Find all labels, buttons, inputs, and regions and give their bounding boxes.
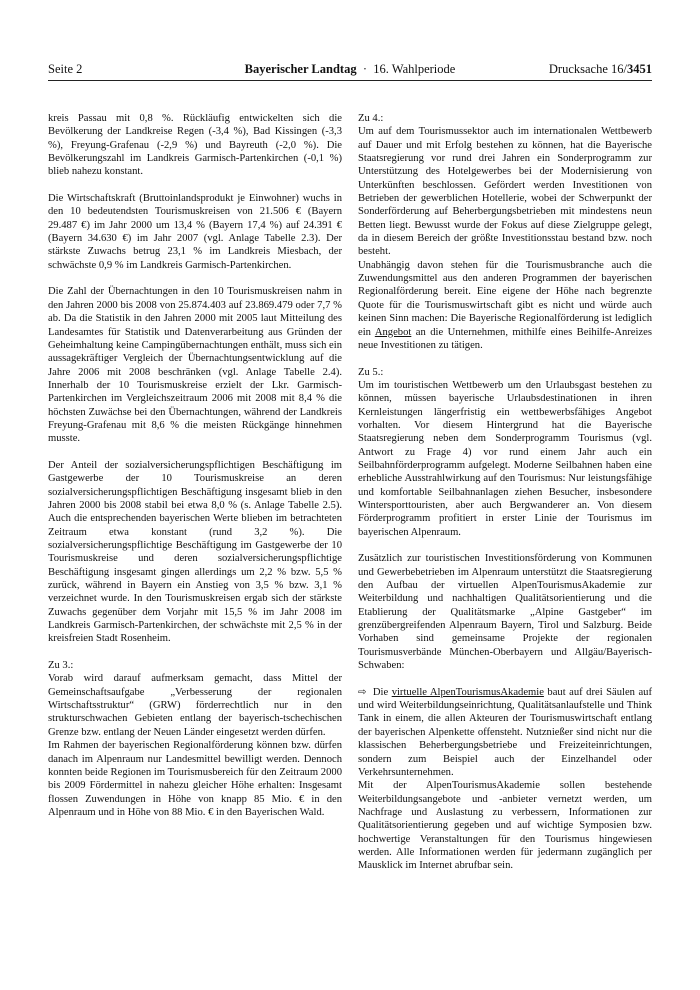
document-number [549,62,652,77]
doc-number-value: 3451 [627,62,652,76]
arrow-right-icon: ⇨ [358,686,367,698]
page-number: Seite 2 [48,62,83,76]
institution-name: Bayerischer Landtag [244,62,357,76]
answer-heading-4: Zu 4.: [358,113,384,124]
paragraph-overnight-stays: Die Zahl der Übernachtungen in den 10 Tourismuskreisen nahm in den Jahren 2000 bis 2008 von 25.874.403 auf 23.869.479 oder 7,7 % ab. Da die Statistik in den Jahren 2000 mit 2005 laut Mitteilung des Landesamtes für Statistik und Datenverarbeitung aus Gründen der Geheimhaltung keine Campingübernachtungen enthält, muss sich ein aussagekräftiger Vergleich der Übernachtungsentwicklung auf die Jahre 2006 mit 2008 beschränken (vgl. Anlage Tabelle 2.4). Innerhalb der 10 Tourismuskreise erzielt der Lkr. Garmisch-Partenkirchen im Vergleichszeitraum 2006 mit 2008 mit 8,4 % die höchsten Zuwächse bei den Übernachtungen, während der Landkreis Freyung-Grafenau mit 8,6 % die meisten Rückgänge hinnehmen musste. [48,286,342,445]
paragraph-regional-offer: Unabhängig davon stehen für die Tourismusbranche auch die Zuwendungsmittel aus den anderen Programmen der bayerischen Regionalförderung bereit. Eine eigene der Höhe nach begrenzte Quote für die Tourismuswirtschaft gibt es nicht und würde auch keinen Sinn machen: Die Bayerische Regionalförderung ist lediglich ein Angebot an die Unternehmen, mithilfe eines Beihilfe-Anreizes neue Investitionen zu tätigen. [358,259,652,351]
header-separator: · [362,62,367,76]
paragraph-grw-funds: Vorab wird darauf aufmerksam gemacht, dass Mittel der Gemeinschaftsaufgabe „Verbesserung der regionalen Wirtschaftsstruktur“ (GRW) förderrechtlich nur in den strukturschwachen Gebieten entlang der bayerisch-tschechischen Grenze bzw. entlang der Neuen Länder eingesetzt werden dürfen. [48,673,342,738]
answer-heading-5: Zu 5.: [358,366,384,378]
doc-number-prefix: Drucksache 16/ [548,62,627,76]
paragraph-cable-car-program: Um im touristischen Wettbewerb um den Urlaubsgast bestehen zu können, müssen bayerische Urlaubsdestinationen in ihren Kernleistungen längerfristig ein wettbewerbsfähiges Angebot vorhalten. Vor diesem Hintergrund hat die Bayerische Staatsregierung neben dem Sonderprogramm Tourismus (vgl. Antwort zu Frage 4) vor rund einem Jahr auch ein Seilbahnförderprogramm aufgelegt. Moderne Seilbahnen haben eine erhebliche Ausstrahlwirkung auf den Tourismus: Nur leistungsfähige und komfortable Seilbahnanlagen ziehen Besucher, insbesondere Wintersporttouristen, aber auch Bergwanderer an. Von diesem Förderprogramm profitiert in erster Linie der Tourismus im bayerischen Alpenraum. [358,379,652,538]
left-column [48,112,342,833]
paragraph-academy: ⇨ Die virtuelle AlpenTourismusAkademie baut auf drei Säulen auf und wird Weiterbildungseinrichtung, Qualitätsanlaufstelle und Think Tank in einem, die allen Akteuren der Tourismuswirtschaft entlang der bayerischen Alpenkette offensteht. Nutznießer sind nicht nur die klassischen Beherbergungsbetriebe und Freizeiteinrichtungen, sondern zum Beispiel auch der Einzelhandel oder Verkehrsunternehmen. [358,686,652,778]
paragraph-economic-power: Die Wirtschaftskraft (Bruttoinlandsprodukt je Einwohner) wuchs in den 10 bedeutendsten Tourismuskreisen von 21.506 € (Bayern 29.487 €) im Jahr 2000 um 13,4 % (Bayern 17,4 %) auf 24.391 € (Bayern 34.630 €) im Jahr 2007 (vgl. Anlage Tabelle 2.3). Der stärkste Zuwachs betrug 23,1 % im Landkreis Miesbach, der schwächste 0,9 % im Landkreis Garmisch-Partenkirchen. [48,193,342,271]
legislative-period: 16. Wahlperiode [373,62,456,76]
right-column [358,112,652,886]
paragraph-population: kreis Passau mit 0,8 %. Rückläufig entwickelten sich die Bevölkerung der Landkreise Regen (-3,4 %), Bad Kissingen (-3,3 %), Freyung-Grafenau (-2,9 %) und Bayreuth (-2,0 %). Die Bevölkerungszahl im Landkreis Garmisch-Partenkirchen (-0,1 %) blieb nahezu konstant. [48,113,342,178]
paragraph-academy-network: Mit der AlpenTourismusAkademie sollen bestehende Weiterbildungsangebote und -anbieter vernetzt werden, um Nachfrage und Auslastung zu verbessern, Informationen zur Qualitätsorientierung gegeben und auf wichtige Symposien bzw. hochwertige Veranstaltungen für den Tourismus hingewiesen werden. Alle Informationen werden für jedermann zugänglich per Mausklick im Internet abrufbar sein. [358,780,652,872]
paragraph-regional-funding: Im Rahmen der bayerischen Regionalförderung können bzw. dürfen danach im Alpenraum nur Landesmittel bewilligt werden. Dennoch konnten beide Regionen im Tourismusbereich für den Zeitraum 2000 bis 2009 Fördermittel in nahezu gleicher Höhe erhalten: Insgesamt flossen Zuwendungen in Höhe von knapp 85 Mio. € in den Alpenraum und in Höhe von 88 Mio. € in den Bayerischen Wald. [48,740,342,818]
answer-heading-3: Zu 3.: [48,660,74,672]
academy-link[interactable]: virtuelle AlpenTourismusAkademie [391,686,544,698]
underlined-offer: Angebot [374,326,412,338]
page-header [48,62,652,78]
paragraph-alpine-projects: Zusätzlich zur touristischen Investitionsförderung von Kommunen und Gewerbebetrieben im Alpenraum unterstützt die Staatsregierung den Aufbau der virtuellen AlpenTourismusAkademie zur Weiterbildung und nachhaltigen Qualitätsorientierung und die Etablierung der Qualitätsmarke „Alpine Gastgeber“ im grenzübergreifenden Alpenraum Bayern, Tirol und Salzburg. Beide Vorhaben sind gemeinsame Projekte der regionalen Tourismusverbände München-Oberbayern und Allgäu/Bayerisch-Schwaben: [358,553,652,672]
paragraph-hotel-program: Um auf dem Tourismussektor auch im internationalen Wettbewerb auf Dauer und mit Erfolg bestehen zu können, hat die Bayerische Staatsregierung vor rund drei Jahren ein Sonderprogramm zur Unterstützung des Hotelgewerbes bei der Modernisierung von Unterkünften beschlossen. Gefördert werden Investitionen von Betrieben der gewerblichen Hotellerie, wobei der Schwerpunkt der Sonderförderung auf Beherbergungsbetrieben mit mindestens neun Betten liegt. Bewusst wurde der Fokus auf diese Zielgruppe gelegt, da in diesem Bereich der größte Investitionsstau bestand bzw. noch besteht. [358,126,652,258]
paragraph-employment: Der Anteil der sozialversicherungspflichtigen Beschäftigung im Gastgewerbe der 10 Tourismuskreise an deren sozialversicherungspflichtigen Beschäftigung insgesamt blieb in den Jahren 2000 bis 2008 stabil bei etwa 8,0 % (s. Anlage Tabelle 2.5). Auch die entsprechenden bayerischen Werte blieben im betrachteten Zeitraum etwa konstant (rund 3,2 %). Die sozialversicherungspflichtige Beschäftigung im Gastgewerbe der 10 Tourismuskreise und deren sozialversicherungspflichtige Beschäftigung insgesamt gingen allerdings um 2,2 % bzw. 5,5 % zurück, während in Bayern ein Anstieg von 3,5 % bzw. 3,1 % verzeichnet wurde. In den Tourismuskreisen ergab sich der stärkste Zuwachs gegenüber dem Vorjahr mit 15,5 % im Jahr 2008 im Landkreis Garmisch-Partenkirchen, der schwächste mit 2,5 % in der kreisfreien Stadt Rosenheim. [48,459,342,645]
header-rule [48,80,652,81]
